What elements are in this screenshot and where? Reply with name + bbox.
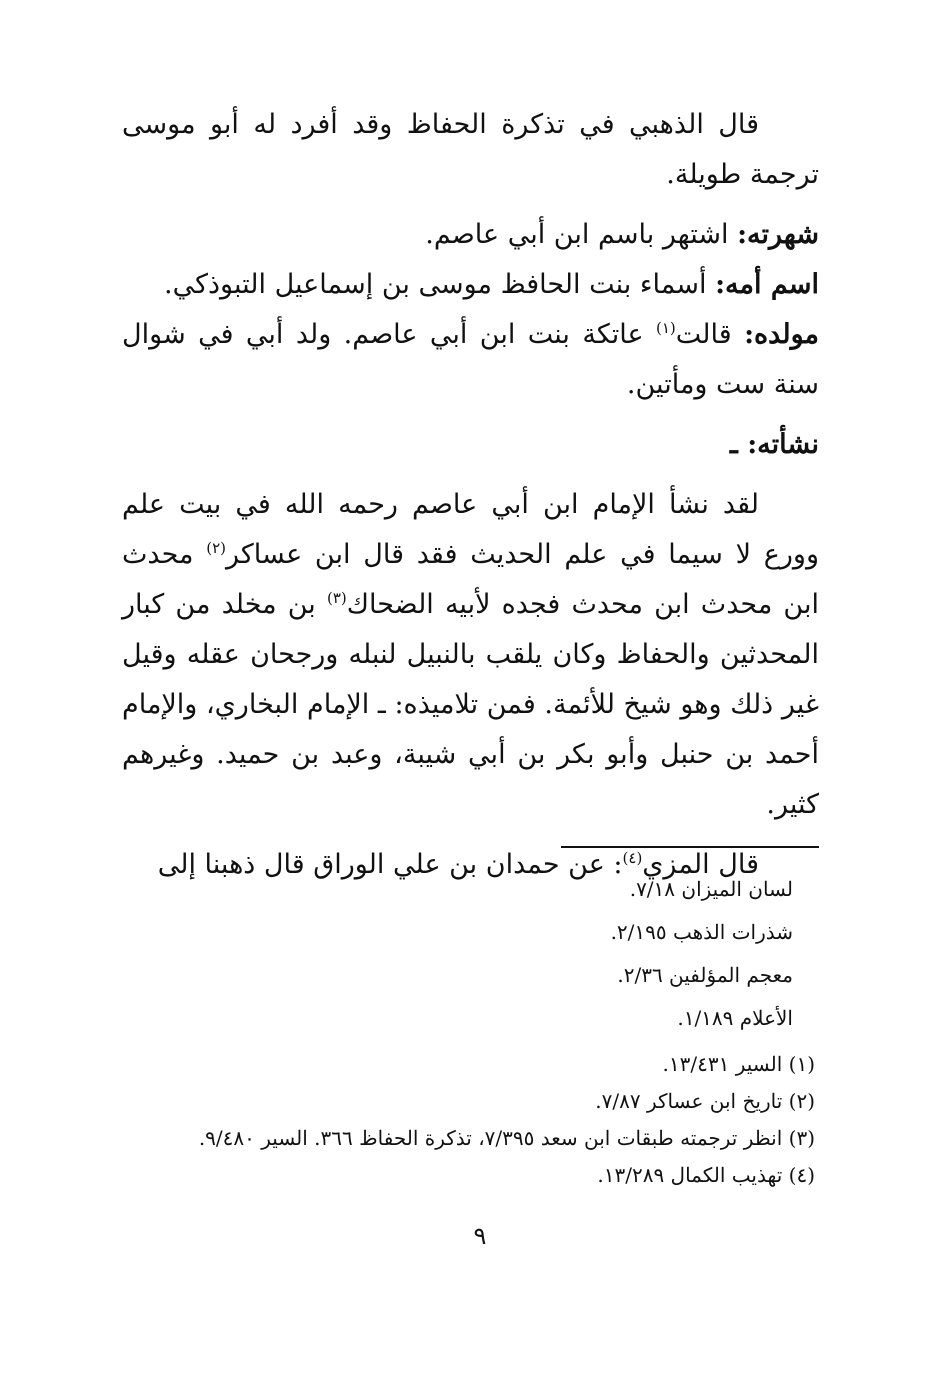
footnotes-list [115, 1046, 815, 1194]
footnote-separator [561, 846, 819, 848]
birth-text-a: قالت [675, 319, 745, 350]
footnote-ref-4: (٤) [622, 849, 643, 867]
footnote-item: (٢) تاريخ ابن عساكر ٧/٨٧. [595, 1089, 815, 1113]
sources-list [193, 868, 793, 1040]
footnote-item: (٤) تهذيب الكمال ١٣/٢٨٩. [597, 1163, 815, 1187]
footnote-ref-3: (٣) [326, 589, 347, 607]
mother-label: اسم أمه: [715, 269, 819, 300]
mother-text: أسماء بنت الحافظ موسى بن إسماعيل التبوذكي. [164, 269, 716, 300]
footnote-ref-1: (١) [656, 319, 676, 337]
main-text [122, 100, 819, 890]
mizzi-text-b: : عن حمدان بن علي الوراق قال ذهبنا إلى [157, 849, 623, 880]
source-item: شذرات الذهب ٢/١٩٥. [610, 920, 793, 944]
birth-label: مولده: [744, 319, 819, 350]
source-item: معجم المؤلفين ٢/٣٦. [617, 963, 793, 987]
birth-paragraph [122, 310, 819, 410]
birth-text-b: عاتكة بنت ابن أبي عاصم. ولد أبي في شوال سنة ست ومأتين. [122, 319, 819, 400]
upbringing-text-c: بن مخلد من كبار المحدثين والحفاظ وكان يلقب بالنبيل لنبله ورجحان عقله وقيل غير ذلك وهو شيخ للأئمة. فمن تلاميذه: ـ الإمام البخاري، والإمام أحمد بن حنبل وأبو بكر بن أبي شيبة، وعبد بن حميد. وغيرهم كثير. [122, 589, 819, 820]
source-item: الأعلام ١/١٨٩. [677, 1006, 793, 1030]
intro-paragraph: قال الذهبي في تذكرة الحفاظ وقد أفرد له أبو موسى ترجمة طويلة. [122, 109, 819, 190]
upbringing-text-a: لقد نشأ الإمام ابن أبي عاصم رحمه الله في بيت علم وورع لا سيما في علم الحديث فقد قال ابن عساكر [122, 489, 819, 570]
mizzi-text-a: قال المزي [642, 849, 759, 880]
upbringing-text-b: محدث ابن محدث ابن محدث فجده لأبيه الضحاك [122, 539, 820, 620]
footnote-item: (٣) انظر ترجمته طبقات ابن سعد ٧/٣٩٥، تذكرة الحفاظ ٣٦٦. السير ٩/٤٨٠. [198, 1126, 815, 1150]
upbringing-heading: نشأته: ـ [729, 429, 819, 460]
source-item: لسان الميزان ٧/١٨. [629, 877, 793, 901]
fame-line [122, 210, 819, 260]
fame-text: اشتهر باسم ابن أبي عاصم. [425, 219, 738, 250]
fame-label: شهرته: [737, 219, 819, 250]
upbringing-paragraph [122, 480, 819, 830]
footnote-item: (١) السير ١٣/٤٣١. [662, 1052, 815, 1076]
page-number: ٩ [473, 1222, 487, 1250]
footnote-ref-2: (٢) [206, 539, 227, 557]
mother-line [122, 260, 819, 310]
